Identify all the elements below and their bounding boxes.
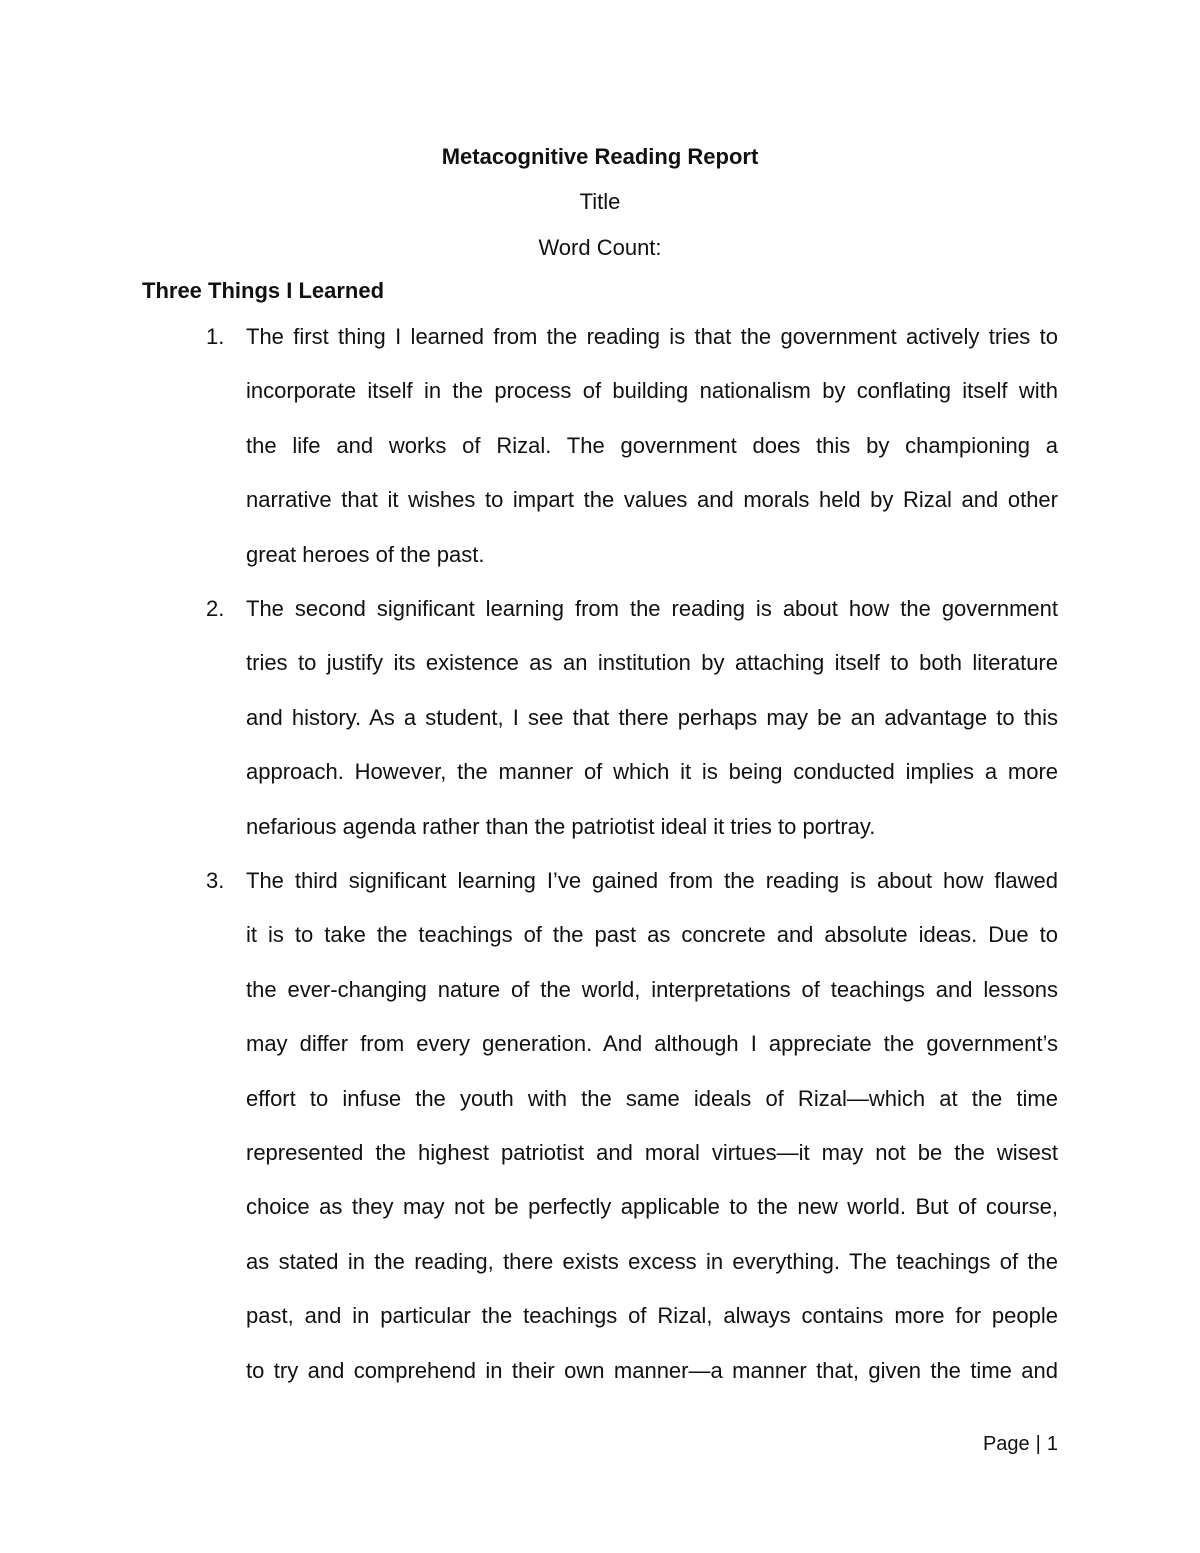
list-item-text-line: tries to justify its existence as an institution by attaching itself to both literature <box>246 650 1058 675</box>
list-item-text-line: represented the highest patriotist and moral virtues—it may not be the wisest <box>246 1140 1058 1165</box>
list-item-text-line: the life and works of Rizal. The government does this by championing a <box>246 433 1058 458</box>
list-item-text-line: may differ from every generation. And although I appreciate the government’s <box>246 1031 1058 1056</box>
list-item-number: 2. <box>206 596 225 621</box>
page-footer <box>983 1432 1058 1456</box>
list-item-number: 1. <box>206 324 225 349</box>
list-item-text-line: to try and comprehend in their own manner—a manner that, given the time and <box>246 1358 1058 1383</box>
list-item-text-line: The second significant learning from the reading is about how the government <box>246 596 1058 621</box>
document-subtitle: Title <box>579 189 621 214</box>
document-title: Metacognitive Reading Report <box>441 144 759 169</box>
list-item-text-line: as stated in the reading, there exists excess in everything. The teachings of the <box>246 1249 1058 1274</box>
list-item-text-line: effort to infuse the youth with the same ideals of Rizal—which at the time <box>246 1086 1058 1111</box>
list-item-text-line: past, and in particular the teachings of Rizal, always contains more for people <box>246 1303 1058 1328</box>
word-count-label: Word Count: <box>538 235 662 260</box>
list-item-text-line: The third significant learning I’ve gained from the reading is about how flawed <box>246 868 1058 893</box>
list-item-text-line: the ever-changing nature of the world, interpretations of teachings and lessons <box>246 977 1058 1002</box>
list-item-text-line: approach. However, the manner of which it is being conducted implies a more <box>246 759 1058 784</box>
list-item-text-line: The first thing I learned from the reading is that the government actively tries to <box>246 324 1058 349</box>
page-number: 1 <box>1046 1433 1058 1455</box>
page-label: Page <box>982 1433 1030 1455</box>
list-item-number: 3. <box>206 868 225 893</box>
list-item-text-line: nefarious agenda rather than the patriotist ideal it tries to portray. <box>246 814 876 839</box>
list-item-text-line: incorporate itself in the process of building nationalism by conflating itself with <box>246 378 1058 403</box>
list-item-text-line: it is to take the teachings of the past as concrete and absolute ideas. Due to <box>246 922 1058 947</box>
list-item-text-line: great heroes of the past. <box>246 542 485 567</box>
page-separator: | <box>1035 1433 1041 1455</box>
list-item-text-line: narrative that it wishes to impart the values and morals held by Rizal and other <box>246 487 1058 512</box>
section-heading: Three Things I Learned <box>142 278 385 303</box>
list-item-text-line: choice as they may not be perfectly applicable to the new world. But of course, <box>246 1194 1058 1219</box>
list-item-text-line: and history. As a student, I see that there perhaps may be an advantage to this <box>246 705 1058 730</box>
